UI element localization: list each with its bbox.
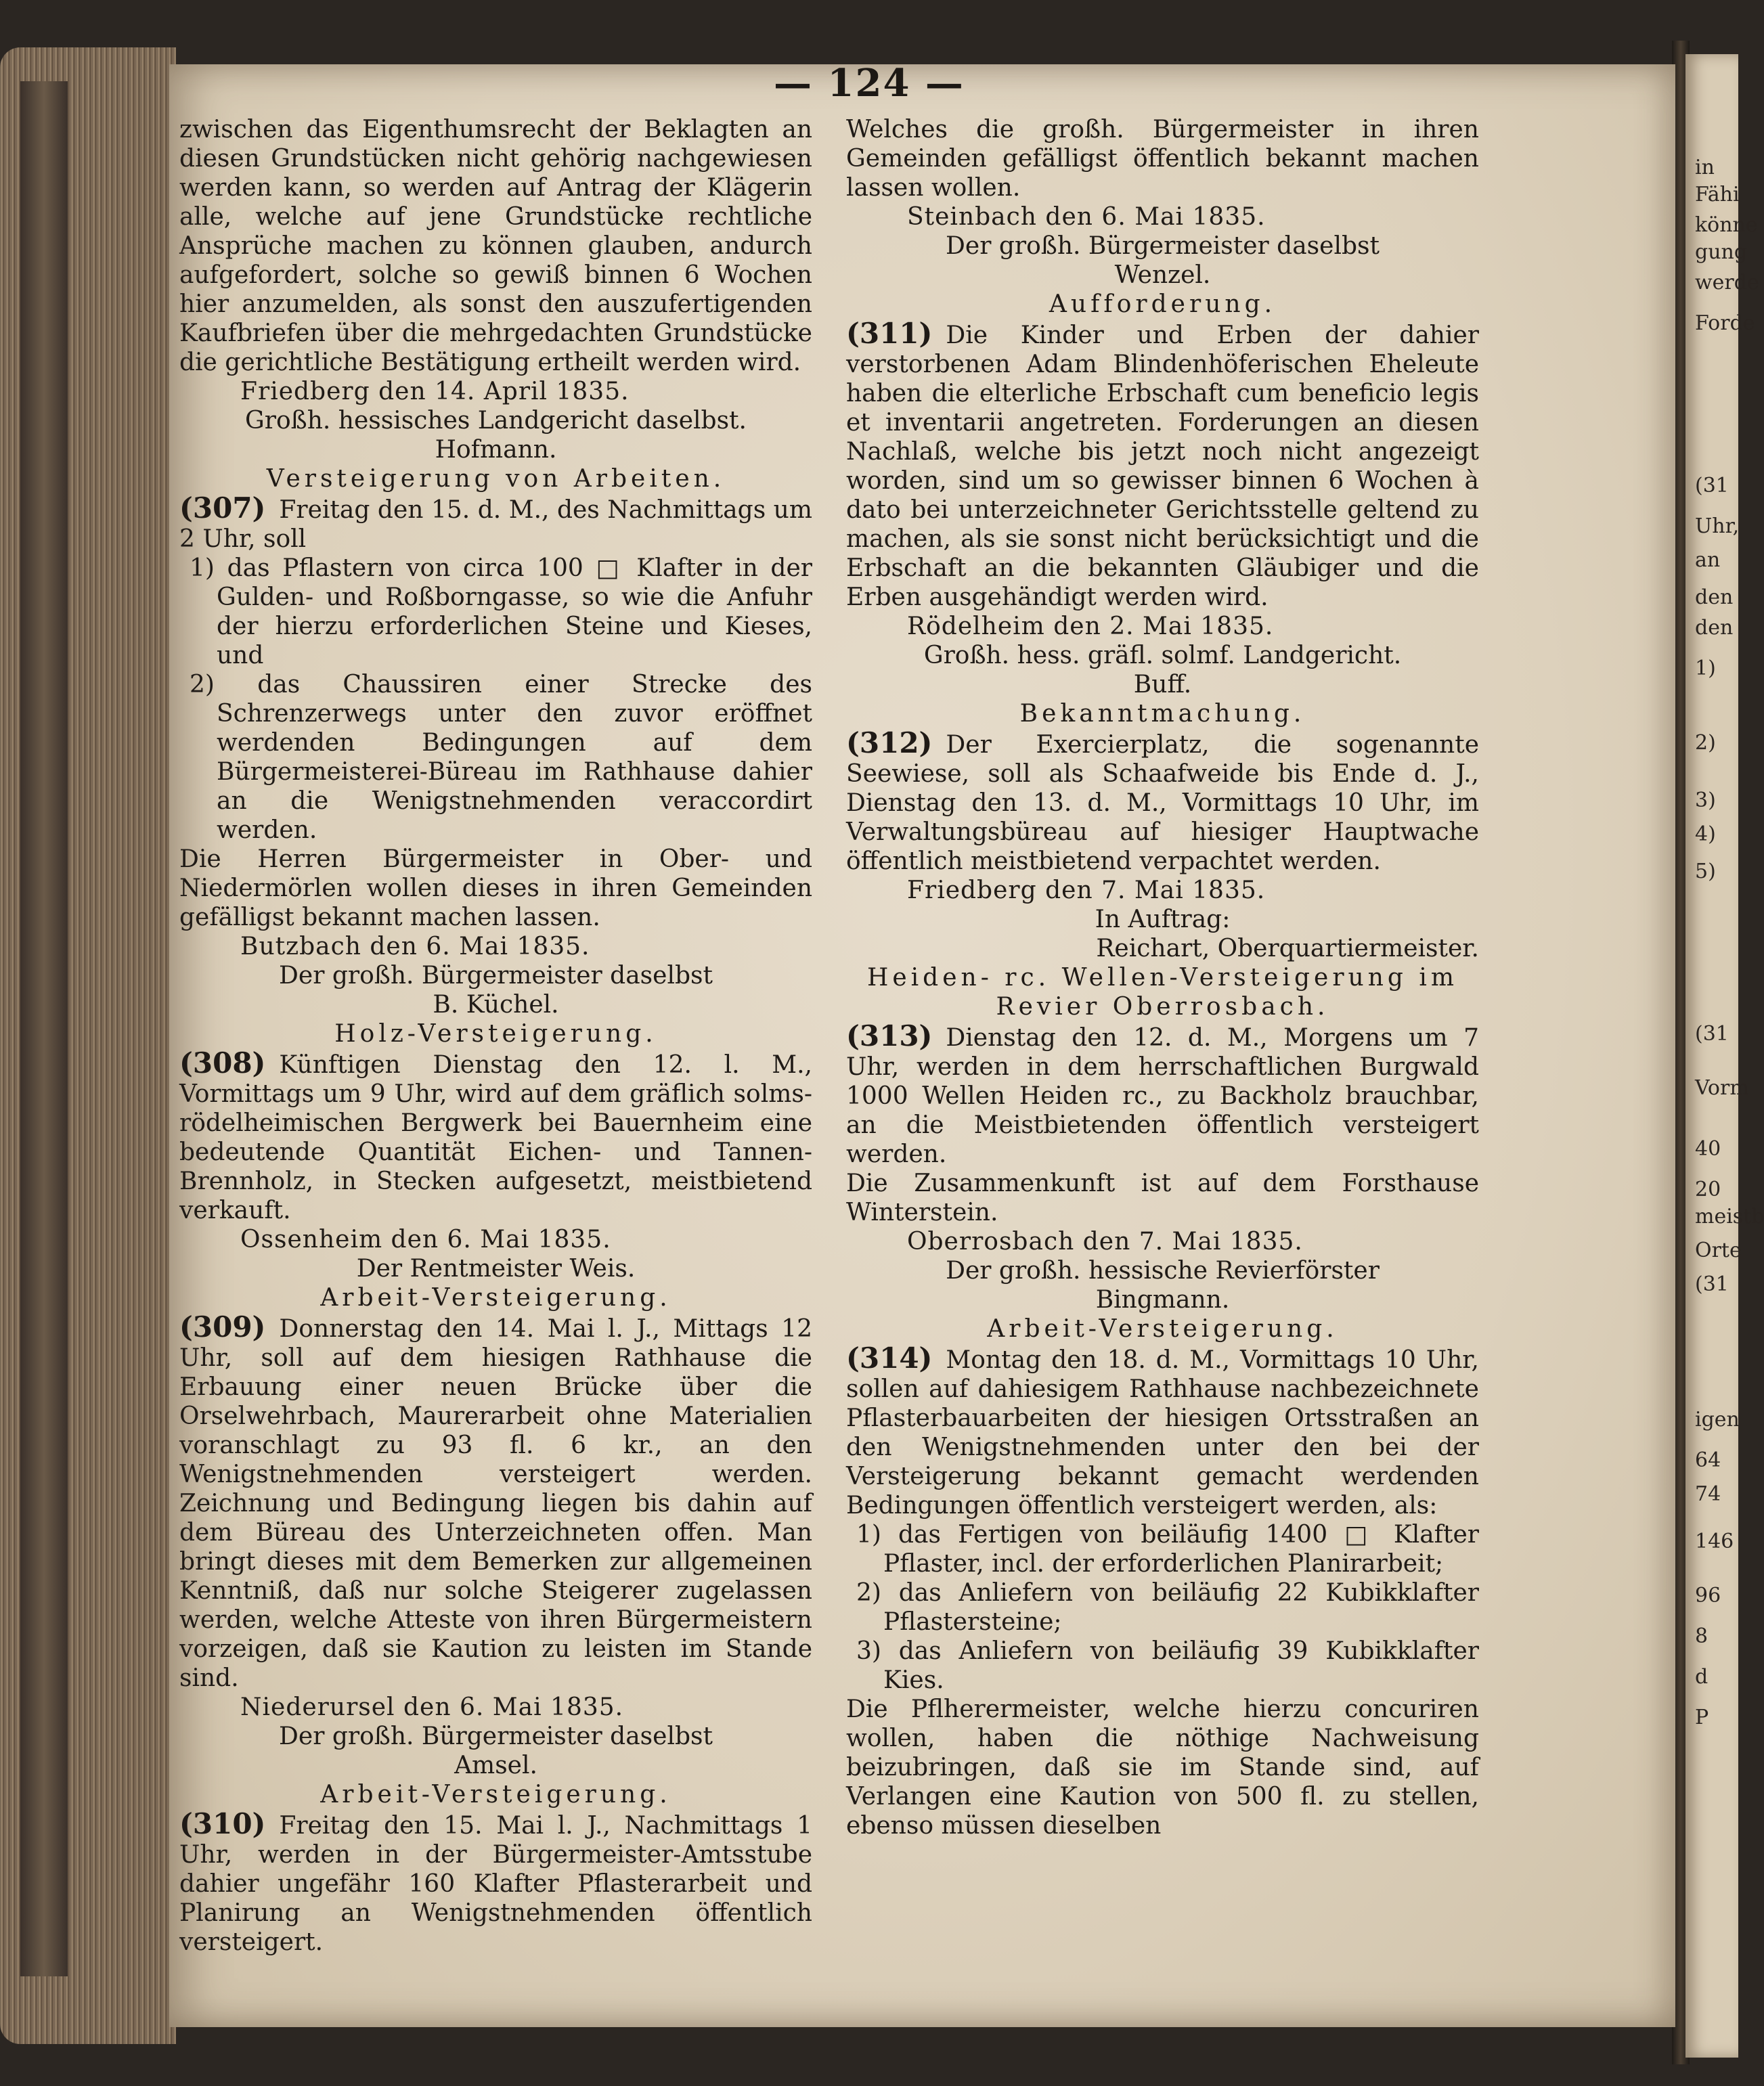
left-column <box>179 115 812 1957</box>
paragraph: zwischen das Eigenthumsrecht der Beklagten an diesen Grundstücken nicht gehörig nachgewiesen werden kann, so werden auf Antrag der Klägerin alle, welche auf jene Grundstücke rechtliche Ansprüche machen zu können glauben, andurch aufgefordert, solche so gewiß binnen 6 Wochen hier anzumelden, als sonst den auszufertigenden Kaufbriefen über die mehrgedachten Grundstücke die gerichtliche Bestätigung ertheilt werden wird. <box>179 116 812 376</box>
dateline: Friedberg den 14. April 1835. <box>240 378 630 405</box>
dateline: Butzbach den 6. Mai 1835. <box>240 933 590 960</box>
list-item: 3) das Anliefern von beiläufig 39 Kubikklafter Kies. <box>856 1637 1479 1694</box>
next-page-text-fragment: 64 <box>1695 1448 1721 1472</box>
notice-text: Künftigen Dienstag den 12. l. M., Vormittags um 9 Uhr, wird auf dem gräflich solms-rödelheimischen Bergwerk bei Bauernheim eine bedeutende Quantität Eichen- und Tannen-Brennholz, in Stecken aufgesetzt, meistbietend verkauft. <box>179 1051 812 1224</box>
notice-paragraph <box>846 1021 1479 1169</box>
signature: B. Küchel. <box>433 991 559 1019</box>
next-page-text-fragment: Vorm <box>1695 1076 1749 1100</box>
section-heading: Bekanntmachung. <box>1019 700 1306 728</box>
notice-number: (312) <box>846 726 933 759</box>
next-page-text-fragment: könne <box>1695 213 1758 237</box>
next-page-text-fragment: in <box>1695 156 1715 179</box>
next-page-text-fragment: Forde <box>1695 311 1755 335</box>
signature: Der großh. Bürgermeister daselbst <box>279 1723 713 1750</box>
notice-paragraph <box>179 493 812 554</box>
signature: In Auftrag: <box>1095 906 1231 933</box>
section-heading: Holz-Versteigerung. <box>334 1020 657 1048</box>
right-column <box>846 115 1479 1840</box>
dateline: Rödelheim den 2. Mai 1835. <box>907 613 1274 640</box>
next-page-text-fragment: 5) <box>1695 860 1716 883</box>
next-page-text-fragment: gung <box>1695 240 1748 264</box>
notice-paragraph <box>846 319 1479 612</box>
signature: Großh. hessisches Landgericht daselbst. <box>245 407 747 435</box>
next-page-text-fragment: 96 <box>1695 1584 1721 1607</box>
next-page-text-fragment: den <box>1695 616 1734 640</box>
next-page-text-fragment: 2) <box>1695 731 1716 755</box>
dateline: Ossenheim den 6. Mai 1835. <box>240 1226 611 1253</box>
paragraph: Die Zusammenkunft ist auf dem Forsthause Winterstein. <box>846 1170 1479 1226</box>
notice-number: (314) <box>846 1341 933 1375</box>
list-item: 2) das Chaussiren einer Strecke des Schrenzerwegs unter den zuvor eröffnet werdenden Bedingungen auf dem Bürgermeisterei-Büreau im Rathhause dahier an die Wenigstnehmenden veraccordirt werden. <box>190 671 812 844</box>
next-page-text-fragment: 20 <box>1695 1178 1721 1201</box>
next-page-text-fragment: Uhr, <box>1695 514 1740 538</box>
next-page-text-fragment: 4) <box>1695 822 1716 846</box>
page-number: — 124 — <box>774 61 965 106</box>
section-heading: Arbeit-Versteigerung. <box>320 1781 671 1808</box>
notice-text: Dienstag den 12. d. M., Morgens um 7 Uhr, werden in dem herrschaftlichen Burgwald 1000 Wellen Heiden rc., zu Backholz brauchbar, an die Meistbietenden öffentlich versteigert werden. <box>846 1024 1479 1168</box>
notice-number: (311) <box>846 317 933 350</box>
signature: Großh. hess. gräfl. solmf. Landgericht. <box>923 642 1402 669</box>
list-item: 1) das Fertigen von beiläufig 1400 □ Klafter Pflaster, incl. der erforderlichen Planirarbeit; <box>856 1521 1479 1578</box>
notice-text: Montag den 18. d. M., Vormittags 10 Uhr, sollen auf dahiesigem Rathhause nachbezeichnete Pflasterbauarbeiten der hiesigen Ortsstraßen an den Wenigstnehmenden unter den bei der Versteigerung bekannt gemacht werdenden Bedingungen öffentlich versteigert werden, als: <box>846 1346 1479 1519</box>
signature: Der großh. Bürgermeister daselbst <box>279 962 713 990</box>
notice-text: Freitag den 15. d. M., des Nachmittags um 2 Uhr, soll <box>179 496 812 553</box>
notice-paragraph <box>846 728 1479 876</box>
next-page-text-fragment: den <box>1695 585 1734 609</box>
dateline: Niederursel den 6. Mai 1835. <box>240 1693 624 1721</box>
dateline: Oberrosbach den 7. Mai 1835. <box>907 1228 1303 1256</box>
signature: Der Rentmeister Weis. <box>356 1255 636 1283</box>
section-heading: Arbeit-Versteigerung. <box>320 1284 671 1312</box>
book-spine <box>20 81 68 1976</box>
notice-number: (308) <box>179 1046 266 1080</box>
next-page-text-fragment: Fähi <box>1695 183 1740 206</box>
next-page-text-fragment: meistb <box>1695 1205 1764 1228</box>
signature: Buff. <box>1133 671 1192 698</box>
signature: Der großh. Bürgermeister daselbst <box>946 232 1380 260</box>
next-page-text-fragment: 8 <box>1695 1624 1708 1648</box>
signature: Bingmann. <box>1095 1286 1230 1314</box>
section-heading: Versteigerung von Arbeiten. <box>266 465 726 493</box>
next-page-text-fragment: 3) <box>1695 789 1716 812</box>
next-page-fragment <box>1685 54 1764 2058</box>
notice-paragraph <box>179 1048 812 1225</box>
signature: Wenzel. <box>1114 261 1211 289</box>
next-page-text-fragment: an <box>1695 548 1721 572</box>
section-heading: Heiden- rc. Wellen-Versteigerung im Revier Oberrosbach. <box>866 964 1459 1021</box>
list-item: 1) das Pflastern von circa 100 □ Klafter in der Gulden- und Roßborngasse, so wie die Anfuhr der hierzu erforderlichen Steine und Kieses, und <box>190 554 812 669</box>
notice-text: Der Exercierplatz, die sogenannte Seewiese, soll als Schaafweide bis Ende d. J., Dienstag den 13. d. M., Vormittags 10 Uhr, im Verwaltungsbüreau auf hiesiger Hauptwache öffentlich meistbietend verpachtet werden. <box>846 731 1479 875</box>
next-page-text-fragment: 74 <box>1695 1482 1721 1506</box>
notice-number: (313) <box>846 1019 933 1052</box>
next-page-text-fragment: (31 <box>1695 1022 1729 1046</box>
notice-text: Die Kinder und Erben der dahier verstorbenen Adam Blindenhöferischen Eheleute haben die elterliche Erbschaft cum beneficio legis et inventarii angetreten. Forderungen an diesen Nachlaß, welche bis jetzt noch nicht angezeigt worden, sind um so gewisser binnen 6 Wochen à dato bei unterzeichneter Gerichtsstelle geltend zu machen, als sie sonst nicht berücksichtigt und die Erbschaft an die bekannten Gläubiger und die Erben ausgehändigt werden wird. <box>846 321 1479 611</box>
next-page-text-fragment: werde <box>1695 271 1759 294</box>
notice-number: (307) <box>179 491 266 525</box>
notice-paragraph <box>179 1809 812 1957</box>
list-item: 2) das Anliefern von beiläufig 22 Kubikklafter Pflastersteine; <box>856 1579 1479 1636</box>
next-page-text-fragment: igen <box>1695 1408 1740 1432</box>
notice-paragraph <box>846 1341 1479 1520</box>
next-page-text-fragment: (31 <box>1695 1272 1729 1296</box>
next-page-text-fragment: d <box>1695 1665 1708 1689</box>
notice-text: Freitag den 15. Mai l. J., Nachmittags 1 Uhr, werden in der Bürgermeister-Amtsstube dahier ungefähr 160 Klafter Pflasterarbeit und Planirung an Wenigstnehmenden öffentlich versteigert. <box>179 1812 812 1956</box>
paragraph: Die Herren Bürgermeister in Ober- und Niedermörlen wollen dieses in ihren Gemeinden gefälligst bekannt machen lassen. <box>179 845 812 931</box>
notice-number: (309) <box>179 1310 266 1344</box>
dateline: Friedberg den 7. Mai 1835. <box>907 876 1266 904</box>
signature: Der großh. hessische Revierförster <box>946 1257 1380 1285</box>
next-page-text-fragment: P <box>1695 1706 1709 1729</box>
next-page-text-fragment: Orte <box>1695 1239 1742 1262</box>
notice-paragraph <box>179 1312 812 1693</box>
dateline: Steinbach den 6. Mai 1835. <box>907 203 1266 231</box>
paragraph: Welches die großh. Bürgermeister in ihren Gemeinden gefälligst öffentlich bekannt machen lassen wollen. <box>846 116 1479 202</box>
next-page-text-fragment: 40 <box>1695 1137 1721 1161</box>
notice-number: (310) <box>179 1807 266 1840</box>
signature: Reichart, Oberquartiermeister. <box>1096 935 1479 962</box>
signature: Amsel. <box>454 1752 537 1779</box>
next-page-text-fragment: (31 <box>1695 474 1729 497</box>
section-heading: Aufforderung. <box>1049 290 1277 318</box>
section-heading: Arbeit-Versteigerung. <box>987 1315 1338 1343</box>
next-page-text-fragment: 1) <box>1695 657 1716 680</box>
notice-text: Donnerstag den 14. Mai l. J., Mittags 12 Uhr, soll auf dem hiesigen Rathhause die Erbauung einer neuen Brücke über die Orselwehrbach, Maurerarbeit ohne Materialien voranschlagt zu 93 fl. 6 kr., an den Wenigstnehmenden versteigert werden. Zeichnung und Bedingung liegen bis dahin auf dem Büreau des Unterzeichneten offen. Man bringt dieses mit dem Bemerken zur allgemeinen Kenntniß, daß nur solche Steigerer zugelassen werden, welche Atteste von ihren Bürgermeistern vorzeigen, daß sie Kaution zu leisten im Stande sind. <box>179 1315 812 1692</box>
next-page-text-fragment: 146 <box>1695 1530 1734 1553</box>
paragraph: Die Pflherermeister, welche hierzu concuriren wollen, haben die nöthige Nachweisung beizubringen, daß sie im Stande sind, auf Verlangen eine Kaution von 500 fl. zu stellen, ebenso müssen dieselben <box>846 1695 1479 1840</box>
signature: Hofmann. <box>435 436 557 464</box>
